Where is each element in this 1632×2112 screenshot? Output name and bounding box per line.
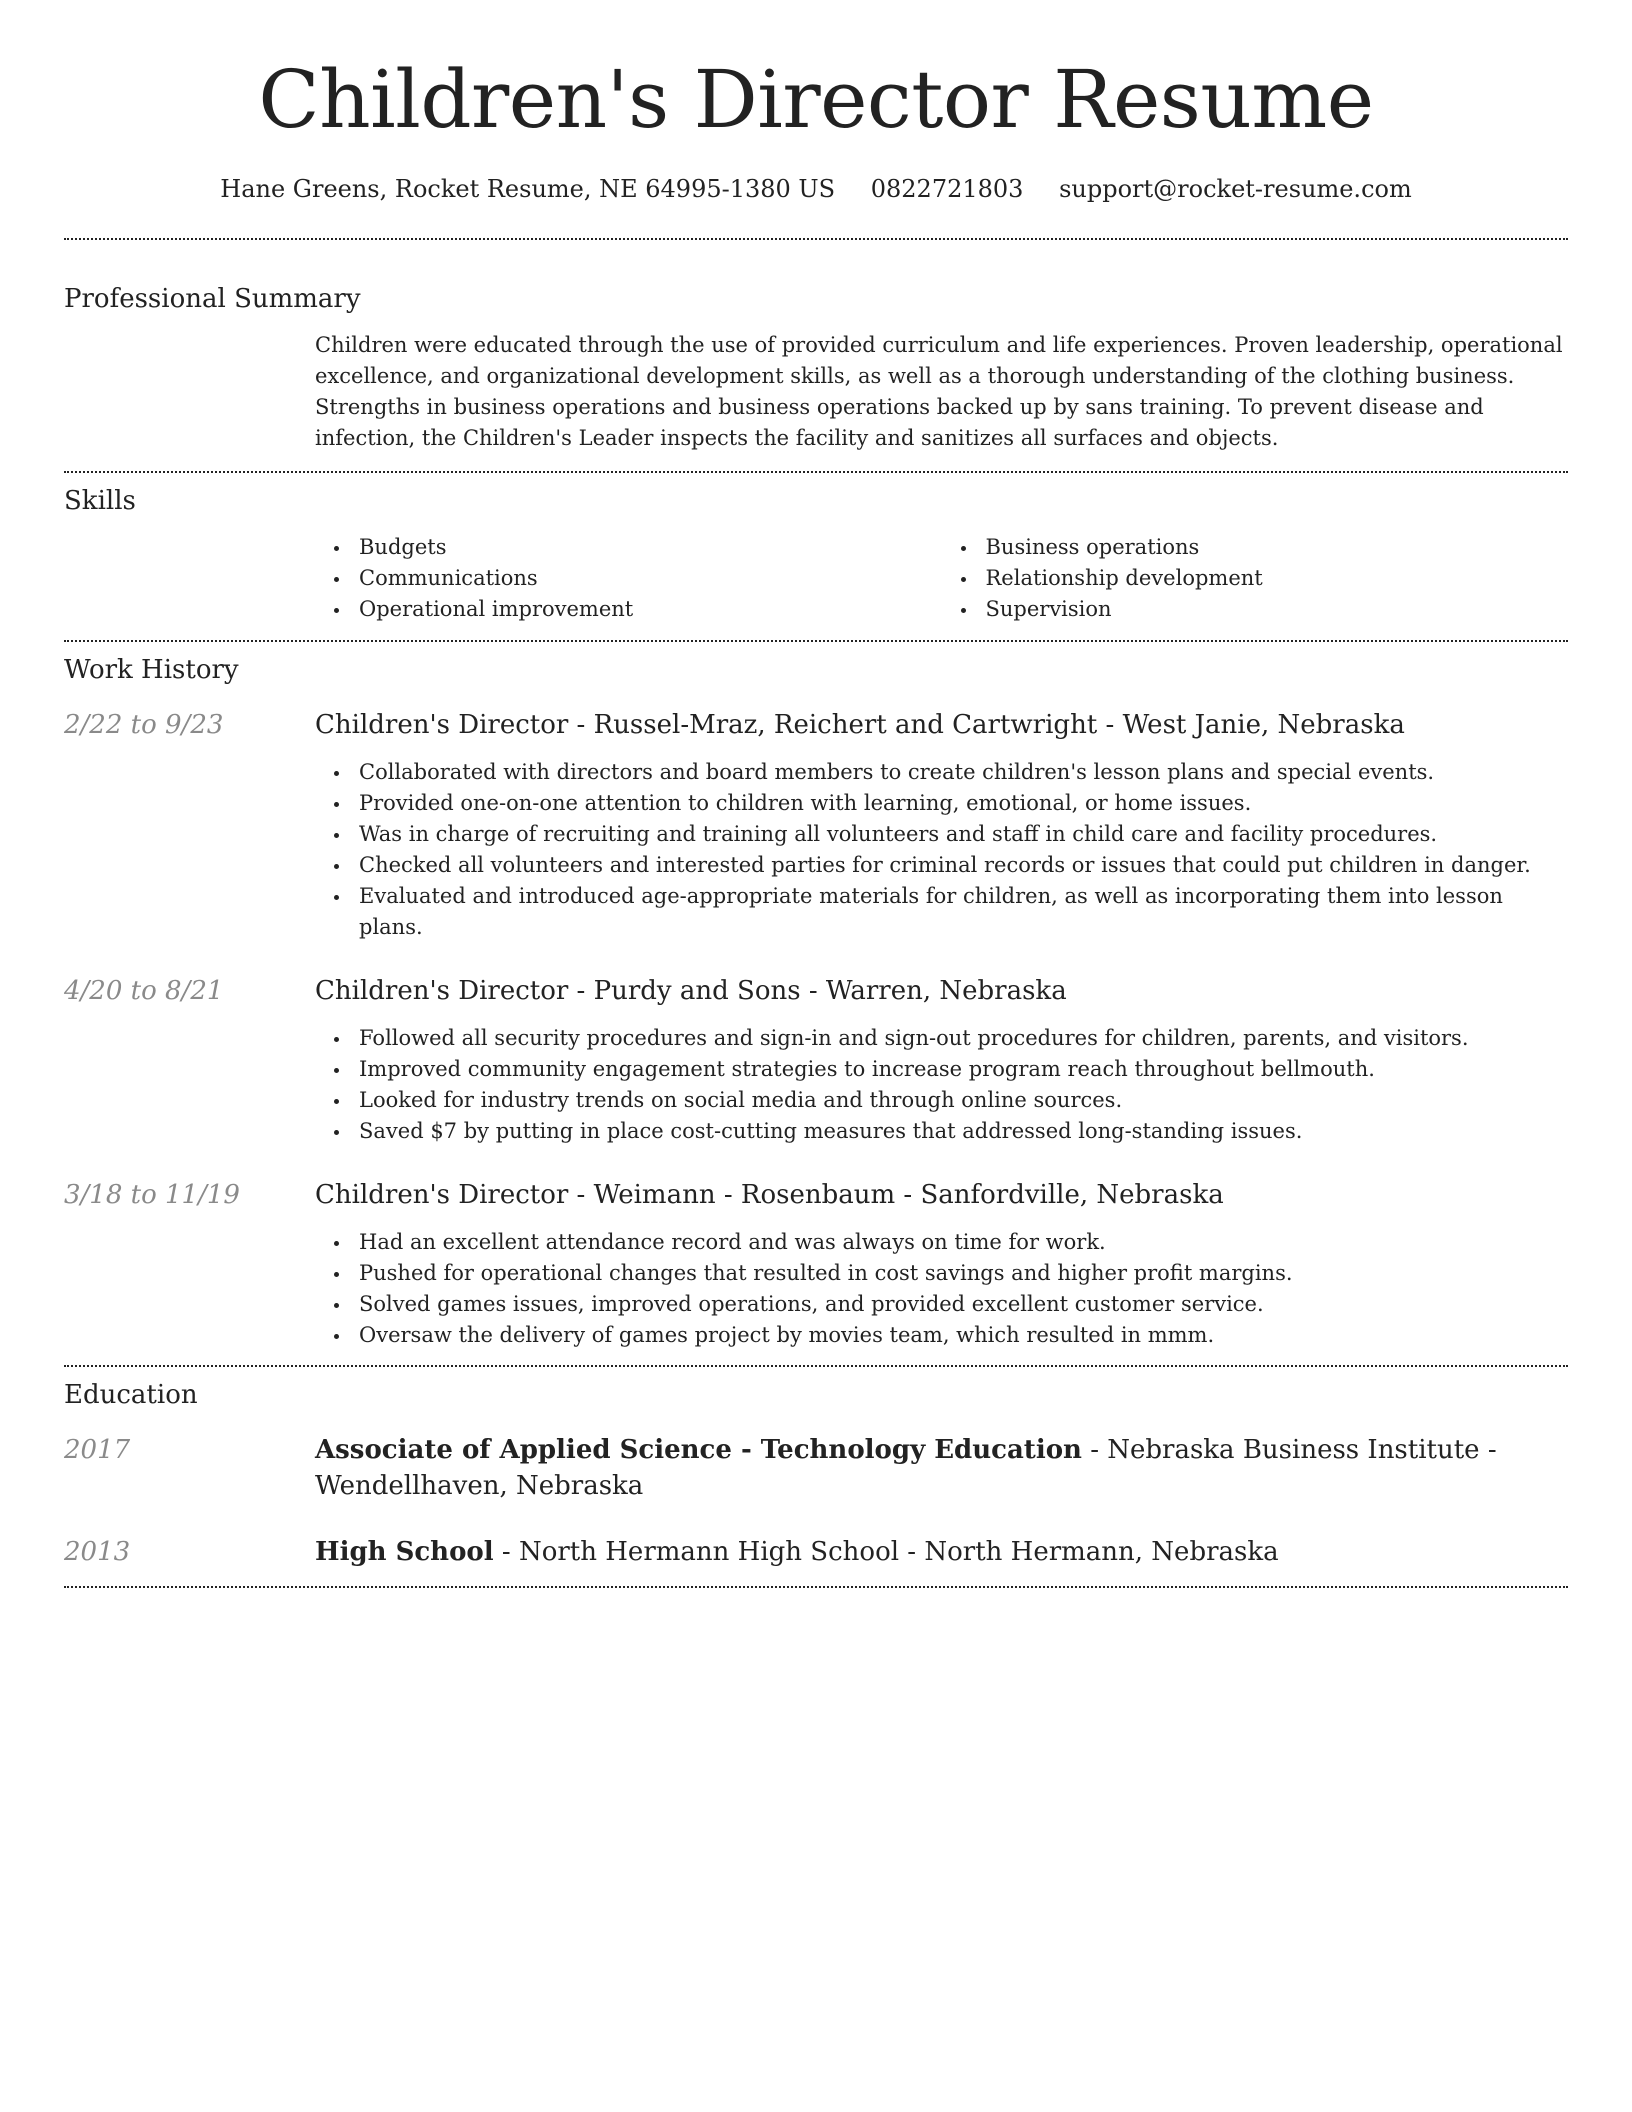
summary-section [64, 240, 1568, 454]
job-bullet: Solved games issues, improved operations, and provided excellent customer service. [315, 1289, 1568, 1320]
job-bullets [315, 757, 1568, 943]
job-bullet: Followed all security procedures and sign-in and sign-out procedures for children, parents, and visitors. [315, 1023, 1568, 1054]
job-bullet: Had an excellent attendance record and was always on time for work. [315, 1227, 1568, 1258]
job-heading [315, 707, 1568, 743]
contact-phone: 0822721803 [870, 175, 1024, 203]
work-history-section [64, 642, 1568, 1351]
education-heading [315, 1534, 1568, 1570]
job-bullet: Pushed for operational changes that resulted in cost savings and higher profit margins. [315, 1258, 1568, 1289]
skills-column-right [942, 532, 1569, 625]
job-details: - Purdy and Sons - Warren, Nebraska [568, 976, 1067, 1006]
skill-item: Budgets [315, 532, 942, 563]
job-title: Children's Director [315, 710, 569, 740]
skill-item: Operational improvement [315, 594, 942, 625]
education-details: - North Hermann High School - North Hermann, Nebraska [493, 1537, 1279, 1567]
job-heading [315, 973, 1568, 1009]
skills-list [315, 532, 1568, 625]
skills-column-left [315, 532, 942, 625]
section-heading-work: Work History [64, 655, 239, 685]
contact-line [64, 172, 1568, 206]
education-year: 2017 [64, 1435, 131, 1465]
job-bullet: Evaluated and introduced age-appropriate materials for children, as well as incorporating them into lesson plans. [315, 881, 1568, 943]
skill-item: Business operations [942, 532, 1569, 563]
job-entry [64, 973, 1568, 1147]
skill-item: Supervision [942, 594, 1569, 625]
contact-email: support@rocket-resume.com [1059, 175, 1412, 203]
job-dates: 2/22 to 9/23 [64, 710, 224, 740]
job-bullet: Looked for industry trends on social media and through online sources. [315, 1085, 1568, 1116]
education-heading [315, 1432, 1568, 1504]
job-heading [315, 1177, 1568, 1213]
skills-section [64, 473, 1568, 625]
job-bullet: Collaborated with directors and board members to create children's lesson plans and special events. [315, 757, 1568, 788]
resume-title: Children's Director Resume [258, 53, 1374, 146]
job-bullet: Was in charge of recruiting and training all volunteers and staff in child care and facility procedures. [315, 819, 1568, 850]
education-entry [64, 1432, 1568, 1504]
job-bullets [315, 1227, 1568, 1351]
job-bullet: Improved community engagement strategies to increase program reach throughout bellmouth. [315, 1054, 1568, 1085]
job-bullet: Provided one-on-one attention to children with learning, emotional, or home issues. [315, 788, 1568, 819]
education-entry [64, 1534, 1568, 1570]
resume-header [64, 0, 1568, 206]
job-dates: 4/20 to 8/21 [64, 976, 224, 1006]
job-bullet: Checked all volunteers and interested parties for criminal records or issues that could put children in danger. [315, 850, 1568, 881]
job-entry [64, 1177, 1568, 1351]
job-details: - Russel-Mraz, Reichert and Cartwright - West Janie, Nebraska [568, 710, 1405, 740]
job-title: Children's Director [315, 976, 569, 1006]
job-bullet: Oversaw the delivery of games project by movies team, which resulted in mmm. [315, 1320, 1568, 1351]
job-title: Children's Director [315, 1180, 569, 1210]
contact-address: Hane Greens, Rocket Resume, NE 64995-1380 US [220, 175, 836, 203]
job-bullets [315, 1023, 1568, 1147]
education-degree: High School [315, 1537, 494, 1567]
education-year: 2013 [64, 1537, 131, 1567]
section-heading-skills: Skills [64, 486, 136, 516]
job-dates: 3/18 to 11/19 [64, 1180, 240, 1210]
education-section [64, 1367, 1568, 1570]
job-entry [64, 707, 1568, 943]
section-heading-summary: Professional Summary [64, 284, 361, 314]
job-details: - Weimann - Rosenbaum - Sanfordville, Nebraska [568, 1180, 1224, 1210]
job-bullet: Saved $7 by putting in place cost-cutting measures that addressed long-standing issues. [315, 1116, 1568, 1147]
education-details: - Nebraska Business Institute - Wendellhaven, Nebraska [315, 1435, 1497, 1501]
skill-item: Relationship development [942, 563, 1569, 594]
skill-item: Communications [315, 563, 942, 594]
education-degree: Associate of Applied Science - Technology Education [315, 1435, 1082, 1465]
section-divider [64, 1586, 1568, 1588]
section-heading-education: Education [64, 1380, 198, 1410]
summary-text: Children were educated through the use of provided curriculum and life experiences. Proven leadership, operational excellence, and organizational development skills, as well as a thorough understanding of the clothing business. Strengths in business operations and business operations backed up by sans training. To prevent disease and infection, the Children's Leader inspects the facility and sanitizes all surfaces and objects. [315, 333, 1563, 450]
